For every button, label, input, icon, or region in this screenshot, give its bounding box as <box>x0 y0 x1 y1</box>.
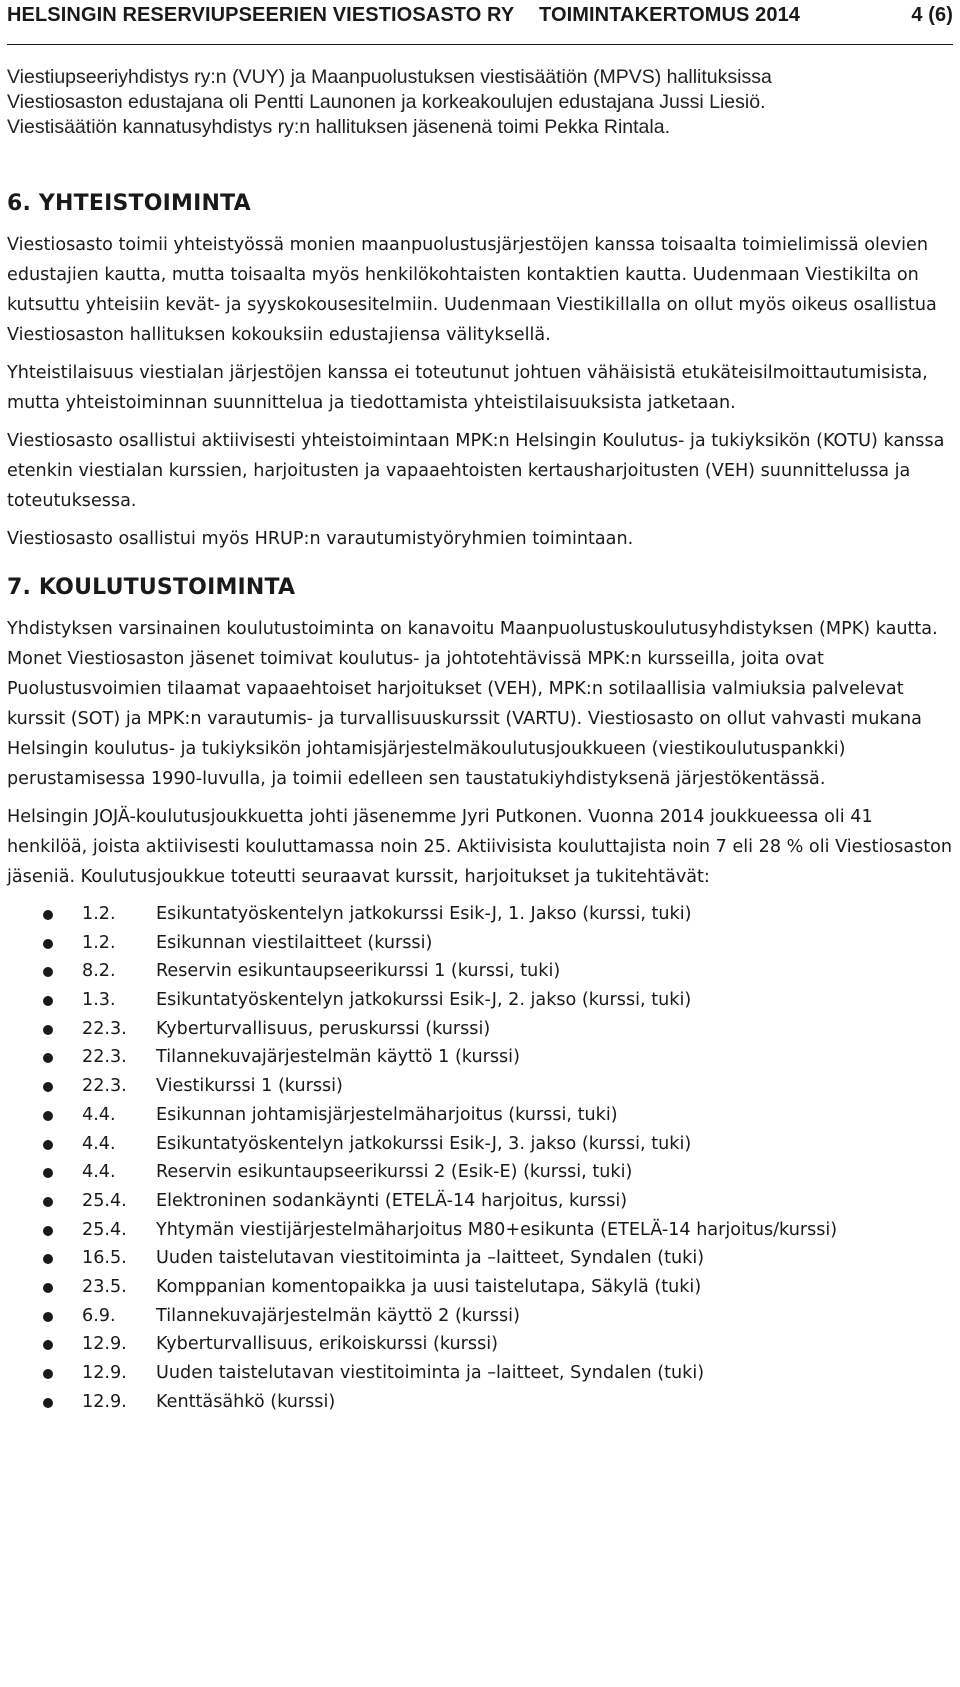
course-description: Uuden taistelutavan viestitoiminta ja –laitteet, Syndalen (tuki) <box>156 1363 705 1383</box>
bullet-icon <box>43 1111 53 1121</box>
section-6-paragraph: Viestiosasto toimii yhteistyössä monien maanpuolustusjärjestöjen kanssa toisaalta toimielimissä olevien edustajien kautta, mutta toisaalta myös henkilökohtaisten kontaktien kautta. Uudenmaan Viestikilta on kutsuttu yhteisiin kevät- ja syyskokousesitelmiin. Uudenmaan Viestikillalla on ollut myös oikeus osallistua Viestiosaston hallituksen kokouksiin edustajiensa välityksellä. <box>7 235 937 345</box>
course-date: 1.3. <box>82 990 116 1011</box>
list-item <box>7 1302 953 1331</box>
list-item <box>7 1187 953 1216</box>
course-date: 22.3. <box>82 1018 127 1039</box>
course-date: 12.9. <box>82 1391 127 1412</box>
course-description: Viestikurssi 1 (kurssi) <box>156 1076 343 1097</box>
bullet-icon <box>43 1082 53 1092</box>
course-date: 22.3. <box>82 1076 127 1097</box>
bullet-icon <box>43 1369 53 1379</box>
list-item <box>7 1101 953 1130</box>
course-description: Kyberturvallisuus, peruskurssi (kurssi) <box>156 1018 491 1039</box>
section-6-heading: 6. YHTEISTOIMINTA <box>7 191 251 216</box>
course-date: 23.5. <box>82 1276 127 1297</box>
list-item <box>7 1273 953 1302</box>
course-description: Esikuntatyöskentelyn jatkokurssi Esik-J, 2. jakso (kurssi, tuki) <box>156 990 692 1011</box>
section-7-paragraph: Yhdistyksen varsinainen koulutustoiminta on kanavoitu Maanpuolustuskoulutusyhdistyksen (MPK) kautta. Monet Viestiosaston jäsenet toimivat koulutus- ja johtotehtävissä MPK:n kursseilla, joita ovat Puolustusvoimien tilaamat vapaaehtoiset harjoitukset (VEH), MPK:n sotilaallisia valmiuksia palvelevat kurssit (SOT) ja MPK:n varautumis- ja turvallisuuskurssit (VARTU). Viestiosasto on ollut vahvasti mukana Helsingin koulutus- ja tukiyksikön johtamisjärjestelmäkoulutusjoukkueen (viestikoulutuspankki) perustamisessa 1990-luvulla, ja toimii edelleen sen taustatukiyhdistyksenä järjestökentässä. <box>7 619 938 789</box>
section-6-paragraph: Yhteistilaisuus viestialan järjestöjen kanssa ei toteutunut johtuen vähäisistä etukäteisilmoittautumisista, mutta yhteistoiminnan suunnittelua ja tiedottamista yhteistilaisuuksista jatketaan. <box>7 363 928 413</box>
course-date: 6.9. <box>82 1305 116 1326</box>
bullet-icon <box>43 1025 53 1035</box>
list-item <box>7 1388 953 1417</box>
bullet-icon <box>43 1168 53 1178</box>
intro-line: Viestiosaston edustajana oli Pentti Launonen ja korkeakoulujen edustajana Jussi Liesiö. <box>7 91 766 113</box>
intro-line: Viestiupseeriyhdistys ry:n (VUY) ja Maanpuolustuksen viestisäätiön (MPVS) hallituksissa <box>7 66 772 88</box>
bullet-icon <box>43 996 53 1006</box>
course-description: Reservin esikuntaupseerikurssi 1 (kurssi, tuki) <box>156 961 561 982</box>
bullet-icon <box>43 1340 53 1350</box>
course-description: Tilannekuvajärjestelmän käyttö 2 (kurssi) <box>156 1305 520 1326</box>
course-date: 1.2. <box>82 932 116 953</box>
section-7-paragraph: Helsingin JOJÄ-koulutusjoukkuetta johti jäsenemme Jyri Putkonen. Vuonna 2014 joukkueessa oli 41 henkilöä, joista aktiivisesti kouluttamassa noin 25. Aktiivisista kouluttajista noin 7 eli 28 % oli Viestiosaston jäseniä. Koulutusjoukkue toteutti seuraavat kurssit, harjoitukset ja tukitehtävät: <box>7 807 953 887</box>
course-description: Esikuntatyöskentelyn jatkokurssi Esik-J, 1. Jakso (kurssi, tuki) <box>156 904 692 924</box>
list-item <box>7 1015 953 1044</box>
bullet-icon <box>43 1053 53 1063</box>
list-item <box>7 1043 953 1072</box>
list-item <box>7 900 953 929</box>
header-organization: HELSINGIN RESERVIUPSEERIEN VIESTIOSASTO RY <box>7 4 515 26</box>
course-date: 25.4. <box>82 1219 127 1240</box>
intro-line: Viestisäätiön kannatusyhdistys ry:n hallituksen jäsenenä toimi Pekka Rintala. <box>7 116 670 138</box>
intro-paragraph <box>7 65 953 140</box>
list-item <box>7 929 953 958</box>
header-page-number: 4 (6) <box>911 4 953 26</box>
course-date: 16.5. <box>82 1248 127 1269</box>
bullet-icon <box>43 1140 53 1150</box>
list-item <box>7 957 953 986</box>
bullet-icon <box>43 1312 53 1322</box>
course-date: 4.4. <box>82 1104 116 1125</box>
main-content <box>7 186 953 1416</box>
course-date: 4.4. <box>82 1133 116 1154</box>
course-description: Kyberturvallisuus, erikoiskurssi (kurssi) <box>156 1334 499 1355</box>
course-description: Kenttäsähkö (kurssi) <box>156 1391 336 1412</box>
course-date: 12.9. <box>82 1334 127 1355</box>
bullet-icon <box>43 1197 53 1207</box>
page-header <box>7 0 953 45</box>
list-item <box>7 1244 953 1273</box>
course-description: Esikunnan viestilaitteet (kurssi) <box>156 932 433 953</box>
list-item <box>7 1330 953 1359</box>
list-item <box>7 1359 953 1388</box>
course-description: Komppanian komentopaikka ja uusi taistelutapa, Säkylä (tuki) <box>156 1276 702 1297</box>
course-date: 4.4. <box>82 1162 116 1183</box>
course-description: Reservin esikuntaupseerikurssi 2 (Esik-E) (kurssi, tuki) <box>156 1162 633 1183</box>
course-date: 8.2. <box>82 961 116 982</box>
list-item <box>7 1130 953 1159</box>
section-7-heading: 7. KOULUTUSTOIMINTA <box>7 575 296 600</box>
bullet-icon <box>43 910 53 920</box>
section-6-paragraph: Viestiosasto osallistui aktiivisesti yhteistoimintaan MPK:n Helsingin Koulutus- ja tukiyksikön (KOTU) kanssa etenkin viestialan kurssien, harjoitusten ja vapaaehtoisten kertausharjoitusten (VEH) suunnittelussa ja toteutuksessa. <box>7 431 945 511</box>
list-item <box>7 1216 953 1245</box>
course-date: 1.2. <box>82 904 116 924</box>
course-description: Tilannekuvajärjestelmän käyttö 1 (kurssi) <box>156 1047 520 1068</box>
bullet-icon <box>43 1283 53 1293</box>
bullet-icon <box>43 1226 53 1236</box>
bullet-icon <box>43 939 53 949</box>
list-item <box>7 1158 953 1187</box>
course-date: 22.3. <box>82 1047 127 1068</box>
list-item <box>7 1072 953 1101</box>
header-document-title: TOIMINTAKERTOMUS 2014 <box>539 4 801 26</box>
bullet-icon <box>43 967 53 977</box>
course-description: Uuden taistelutavan viestitoiminta ja –laitteet, Syndalen (tuki) <box>156 1248 705 1269</box>
bullet-icon <box>43 1254 53 1264</box>
course-date: 12.9. <box>82 1363 127 1383</box>
course-description: Esikunnan johtamisjärjestelmäharjoitus (kurssi, tuki) <box>156 1104 618 1125</box>
section-6-paragraph: Viestiosasto osallistui myös HRUP:n varautumistyöryhmien toimintaan. <box>7 529 634 549</box>
course-date: 25.4. <box>82 1190 127 1211</box>
list-item <box>7 986 953 1015</box>
course-description: Esikuntatyöskentelyn jatkokurssi Esik-J, 3. jakso (kurssi, tuki) <box>156 1133 692 1154</box>
course-description: Elektroninen sodankäynti (ETELÄ-14 harjoitus, kurssi) <box>156 1190 628 1211</box>
course-list <box>7 900 953 1416</box>
course-description: Yhtymän viestijärjestelmäharjoitus M80+esikunta (ETELÄ-14 harjoitus/kurssi) <box>156 1219 838 1240</box>
bullet-icon <box>43 1398 53 1408</box>
